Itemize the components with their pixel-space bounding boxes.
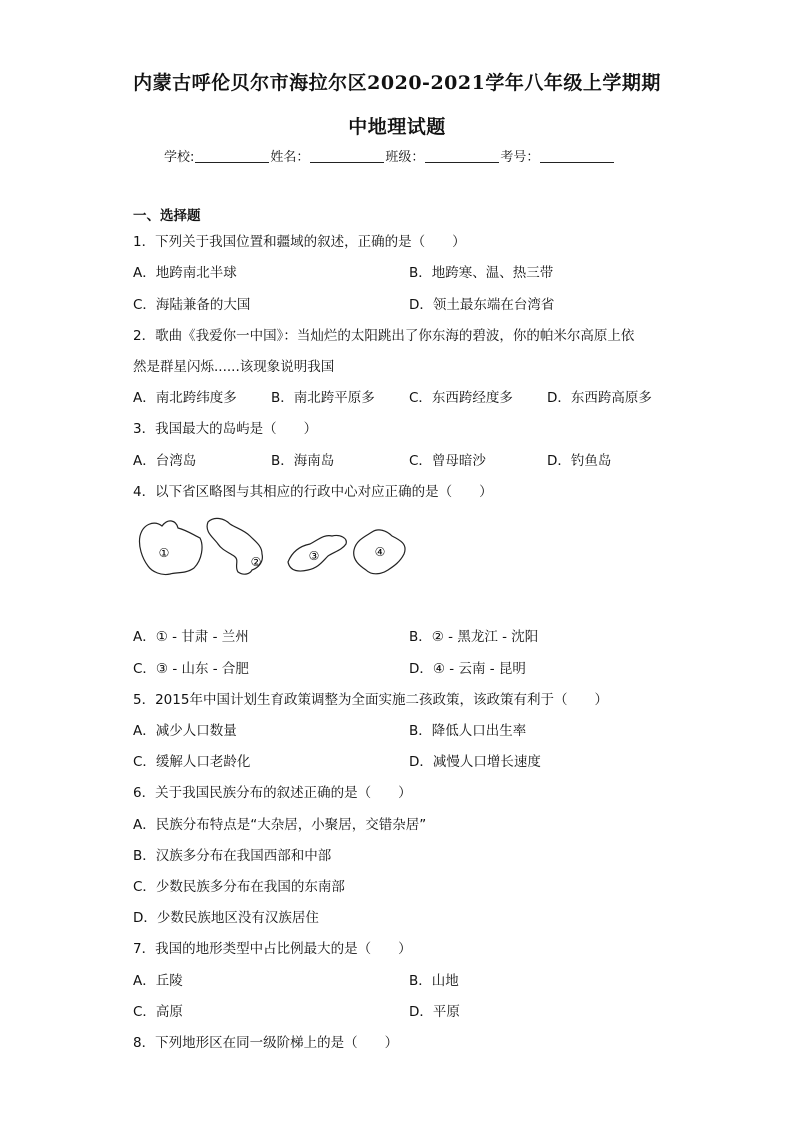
q1-option-b[interactable]: B．地跨寒、温、热三带 (409, 265, 554, 281)
q3-option-c[interactable]: C．曾母暗沙 (409, 453, 486, 469)
q7-option-b[interactable]: B．山地 (409, 973, 459, 989)
q5-option-b[interactable]: B．降低人口出生率 (409, 723, 527, 739)
q5-option-c[interactable]: C．缓解人口老龄化 (133, 754, 251, 770)
student-info-row (164, 146, 615, 165)
q2-option-c[interactable]: C．东西跨经度多 (409, 390, 513, 406)
q3-option-d[interactable]: D．钓鱼岛 (547, 453, 612, 469)
exam-title-line1: 内蒙古呼伦贝尔市海拉尔区2020-2021学年八年级上学期期 (133, 72, 661, 94)
q3-option-b[interactable]: B．海南岛 (271, 453, 335, 469)
class-blank[interactable] (425, 150, 499, 163)
q5-option-d[interactable]: D．减慢人口增长速度 (409, 754, 541, 770)
q1-option-d[interactable]: D．领土最东端在台湾省 (409, 297, 555, 313)
map-label-4: ④ (374, 545, 386, 559)
q4-option-d[interactable]: D．④ - 云南 - 昆明 (409, 661, 526, 677)
number-label: 考号： (500, 150, 540, 165)
q4-stem: 4．以下省区略图与其相应的行政中心对应正确的是（ ） (133, 484, 493, 500)
q1-option-c[interactable]: C．海陆兼备的大国 (133, 297, 251, 313)
name-label: 姓名： (270, 150, 310, 165)
map-label-2: ② (250, 555, 262, 569)
q5-stem: 5．2015年中国计划生育政策调整为全面实施二孩政策，该政策有利于（ ） (133, 692, 608, 708)
q2-option-a[interactable]: A．南北跨纬度多 (133, 390, 237, 406)
q5-option-a[interactable]: A．减少人口数量 (133, 723, 237, 739)
q1-option-a[interactable]: A．地跨南北半球 (133, 265, 237, 281)
class-label: 班级： (385, 150, 425, 165)
q4-option-a[interactable]: A．① - 甘肃 - 兰州 (133, 629, 249, 645)
q2-option-b[interactable]: B．南北跨平原多 (271, 390, 375, 406)
q6-option-d[interactable]: D．少数民族地区没有汉族居住 (133, 910, 319, 926)
q2-stem-line1: 2．歌曲《我爱你一中国》：当灿烂的太阳跳出了你东海的碧波，你的帕米尔高原上依 (133, 328, 635, 344)
q4-option-c[interactable]: C．③ - 山东 - 合肥 (133, 661, 249, 677)
province-outline-map (138, 514, 410, 584)
q3-option-a[interactable]: A．台湾岛 (133, 453, 197, 469)
number-blank[interactable] (540, 150, 614, 163)
exam-title-line2: 中地理试题 (348, 116, 446, 138)
q2-stem-line2: 然是群星闪烁......该现象说明我国 (133, 359, 335, 375)
school-label: 学校: (164, 150, 195, 165)
q1-stem: 1．下列关于我国位置和疆域的叙述，正确的是（ ） (133, 234, 466, 250)
school-blank[interactable] (195, 150, 269, 163)
q6-option-b[interactable]: B．汉族多分布在我国西部和中部 (133, 848, 332, 864)
q8-stem: 8．下列地形区在同一级阶梯上的是（ ） (133, 1035, 399, 1051)
section-heading: 一、选择题 (133, 208, 201, 224)
q6-option-c[interactable]: C．少数民族多分布在我国的东南部 (133, 879, 345, 895)
name-blank[interactable] (310, 150, 384, 163)
q3-stem: 3．我国最大的岛屿是（ ） (133, 421, 318, 437)
q7-option-d[interactable]: D．平原 (409, 1004, 460, 1020)
map-label-3: ③ (308, 549, 320, 563)
map-label-1: ① (158, 546, 170, 560)
q6-stem: 6．关于我国民族分布的叙述正确的是（ ） (133, 785, 412, 801)
q4-option-b[interactable]: B．② - 黑龙江 - 沈阳 (409, 629, 539, 645)
q7-stem: 7．我国的地形类型中占比例最大的是（ ） (133, 941, 412, 957)
q6-option-a[interactable]: A．民族分布特点是“大杂居，小聚居，交错杂居” (133, 817, 427, 833)
province-shape-1 (139, 521, 202, 575)
q7-option-a[interactable]: A．丘陵 (133, 973, 183, 989)
q2-option-d[interactable]: D．东西跨高原多 (547, 390, 652, 406)
q7-option-c[interactable]: C．高原 (133, 1004, 183, 1020)
